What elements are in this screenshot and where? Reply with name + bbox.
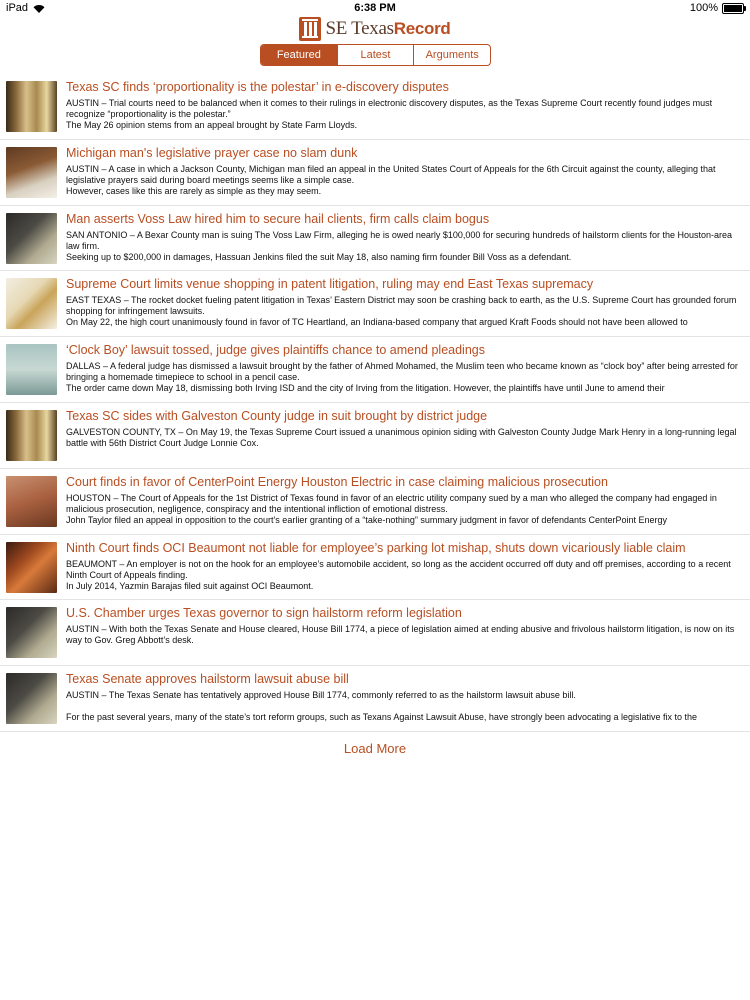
article-summary <box>66 559 740 595</box>
article-headline[interactable]: Man asserts Voss Law hired him to secure hail clients, firm calls claim bogus <box>66 211 490 226</box>
battery-percent: 100% <box>689 2 718 14</box>
article-summary-lead: AUSTIN – Trial courts need to be balanced when it comes to their rulings in electronic discovery disputes, as the Texas Supreme Court recently found judges must recognize “proportionality is the polestar.” <box>66 98 713 119</box>
article-headline[interactable]: Texas SC sides with Galveston County judge in suit brought by district judge <box>66 408 488 423</box>
money-thumbnail-image <box>6 673 57 724</box>
tab-arguments[interactable]: Arguments <box>413 45 490 65</box>
article-summary-lead: AUSTIN – With both the Texas Senate and House cleared, House Bill 1774, a piece of legislation aimed at ending abusive and frivolous hailstorm litigation, is now on its way to Gov. Greg Abbott’s desk. <box>66 624 735 646</box>
article-summary-continued: However, cases like this are rarely as simple as they may seem. <box>66 185 322 196</box>
gavel-thumbnail-image <box>6 147 57 198</box>
article-row[interactable] <box>0 403 750 469</box>
article-row[interactable] <box>0 74 750 140</box>
article-summary <box>66 427 740 463</box>
section-tabs <box>260 44 491 66</box>
article-headline[interactable]: U.S. Chamber urges Texas governor to sign hailstorm reform legislation <box>66 606 462 621</box>
article-summary-lead: AUSTIN – The Texas Senate has tentatively approved House Bill 1774, commonly referred to as the hailstorm lawsuit abuse bill. <box>66 690 576 701</box>
article-summary <box>66 98 740 134</box>
article-summary-lead: EAST TEXAS – The rocket docket fueling patent litigation in Texas’ Eastern District may soon be crashing back to earth, as the U.S. Supreme Court has grounded forum shopping for infringement lawsuits. <box>66 295 737 317</box>
article-summary <box>66 295 740 331</box>
status-time: 6:38 PM <box>354 2 396 14</box>
article-row[interactable] <box>0 666 750 732</box>
article-headline[interactable]: Texas Senate approves hailstorm lawsuit abuse bill <box>66 672 349 687</box>
article-row[interactable] <box>0 271 750 337</box>
article-summary-continued: John Taylor filed an appeal in opposition to the court’s earlier granting of a “take-nothing” summary judgment in favor of defendants CenterPoint Energy <box>66 514 668 525</box>
article-summary-continued: For the past several years, many of the state’s tort reform groups, such as Texans Against Lawsuit Abuse, have strongly been advocating a legislative fix to the <box>66 712 698 723</box>
article-summary-continued: In July 2014, Yazmin Barajas filed suit against OCI Beaumont. <box>66 580 314 591</box>
article-row[interactable] <box>0 600 750 666</box>
article-row[interactable] <box>0 535 750 601</box>
status-right <box>690 2 744 14</box>
columns-thumbnail-image <box>6 410 57 461</box>
article-summary <box>66 361 740 397</box>
article-row[interactable] <box>0 337 750 403</box>
article-headline[interactable]: Texas SC finds ‘proportionality is the polestar’ in e-discovery disputes <box>66 80 449 94</box>
article-list <box>0 74 750 732</box>
court-thumbnail-image <box>6 542 57 593</box>
money-thumbnail-image <box>6 607 57 658</box>
load-more-button[interactable]: Load More <box>343 741 407 756</box>
logo-text-suffix: Record <box>393 19 451 38</box>
article-summary-lead: DALLAS – A federal judge has dismissed a lawsuit brought by the father of Ahmed Mohamed, the Muslim teen who became known as “clock boy” after being arrested for bringing a homemade timepiece to school in a pencil case. <box>66 361 738 383</box>
article-summary-lead: SAN ANTONIO – A Bexar County man is suing The Voss Law Firm, alleging he is owed nearly $100,000 for securing hundreds of hailstorm clients for the Houston-area law firm. <box>66 229 733 251</box>
article-summary-continued: Seeking up to $200,000 in damages, Hassuan Jenkins filed the suit May 18, also naming firm founder Bill Voss as a defendant. <box>66 251 572 262</box>
carrier-label: iPad <box>6 2 29 14</box>
tab-latest[interactable]: Latest <box>337 45 414 65</box>
battery-fill <box>724 5 742 12</box>
article-summary-continued: The order came down May 18, dismissing both Irving ISD and the city of Irving from the litigation. However, the plaintiffs have until June to amend their <box>66 383 665 394</box>
site-logo[interactable] <box>0 16 750 42</box>
article-summary <box>66 164 740 200</box>
article-summary-lead: BEAUMONT – An employer is not on the hook for an employee’s automobile accident, so long as the accident occurred off duty and off premises, according to a recent Ninth Court of Appeals finding. <box>66 558 731 580</box>
article-headline[interactable]: Court finds in favor of CenterPoint Energy Houston Electric in case claiming malicious prosecution <box>66 474 608 489</box>
papers-thumbnail-image <box>6 278 57 329</box>
logo-text-prefix: SE Texas <box>325 18 394 39</box>
columns-thumbnail-image <box>6 81 57 132</box>
article-headline[interactable]: Ninth Court finds OCI Beaumont not liable for employee’s parking lot mishap, shuts down vicariously liable claim <box>66 540 686 555</box>
article-summary <box>66 690 740 726</box>
article-headline[interactable]: Michigan man's legislative prayer case no slam dunk <box>66 145 358 160</box>
article-summary-lead: GALVESTON COUNTY, TX – On May 19, the Texas Supreme Court issued a unanimous opinion siding with Galveston County Judge Mark Henry in a long-running legal battle with 56th District Court Judge Lonnie Cox. <box>66 426 737 448</box>
tab-featured[interactable]: Featured <box>261 45 337 65</box>
status-bar <box>0 0 750 16</box>
article-row[interactable] <box>0 140 750 206</box>
battery-icon <box>722 3 744 14</box>
article-headline[interactable]: ‘Clock Boy’ lawsuit tossed, judge gives plaintiffs chance to amend pleadings <box>66 343 485 358</box>
logo-text <box>325 18 450 40</box>
article-summary-lead: AUSTIN – A case in which a Jackson County, Michigan man filed an appeal in the United States Court of Appeals for the 6th Circuit against the county, alleging that legislative prayers said during board meetings seems like a simple case. <box>66 163 716 185</box>
wood-thumbnail-image <box>6 476 57 527</box>
article-row[interactable] <box>0 469 750 535</box>
courthouse-logo-icon <box>299 17 321 41</box>
article-summary-lead: HOUSTON – The Court of Appeals for the 1st District of Texas found in favor of an electric utility company sued by a man who alleged the company had engaged in malicious prosecution, negligence, conspiracy and the intentional infliction of emotional distress. <box>66 492 717 514</box>
article-headline[interactable]: Supreme Court limits venue shopping in patent litigation, ruling may end East Texas supremacy <box>66 277 594 292</box>
money-thumbnail-image <box>6 213 57 264</box>
article-row[interactable] <box>0 206 750 272</box>
article-summary <box>66 230 740 266</box>
article-summary-continued: The May 26 opinion stems from an appeal brought by State Farm Lloyds. <box>66 120 358 130</box>
scale-thumbnail-image <box>6 344 57 395</box>
article-summary <box>66 493 740 529</box>
article-summary <box>66 624 740 660</box>
article-summary-continued: On May 22, the high court unanimously found in favor of TC Heartland, an Indiana-based company that argued Kraft Foods should not have been allowed to <box>66 317 688 328</box>
